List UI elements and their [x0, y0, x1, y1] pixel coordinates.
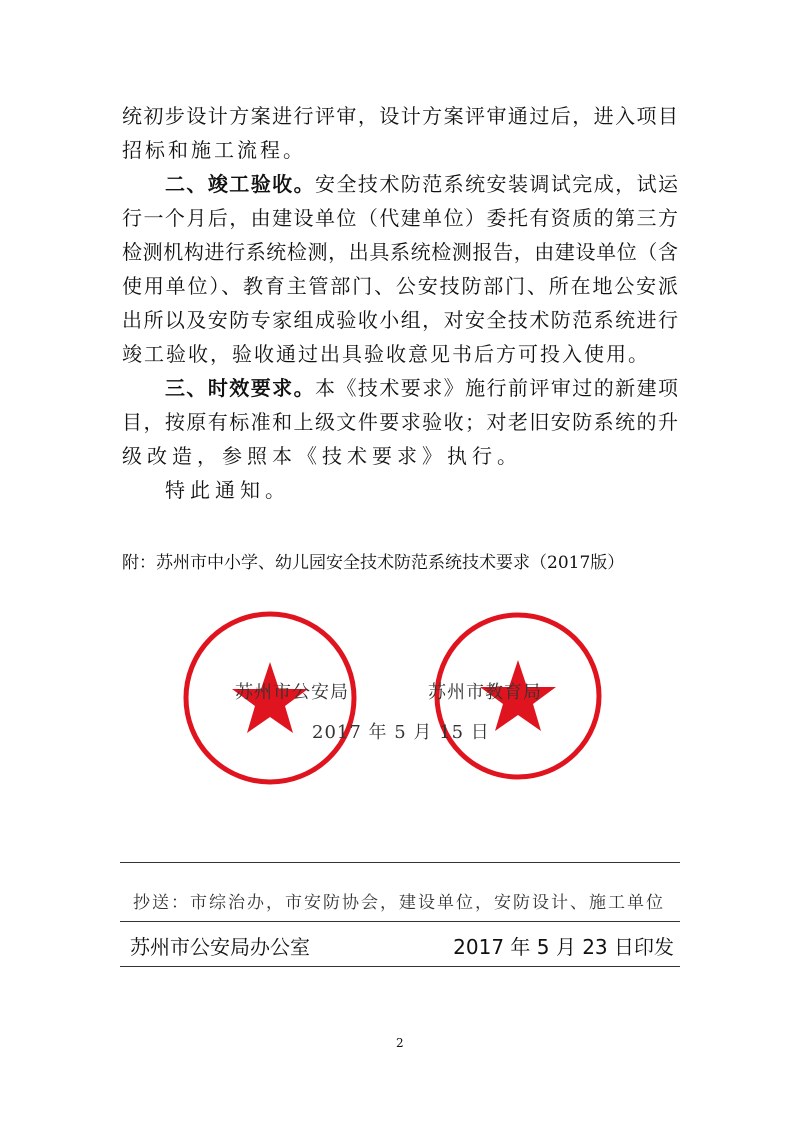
section-3-line: [165, 371, 678, 405]
signature-org-2: 苏州市教育局: [428, 682, 542, 703]
divider: [120, 921, 680, 922]
body-line: 统初步设计方案进行评审，设计方案评审通过后，进入项目: [122, 104, 678, 128]
body-line: 检测机构进行系统检测，出具系统检测报告，由建设单位（含: [122, 240, 678, 264]
body-line: 目，按原有标准和上级文件要求验收；对老旧安防系统的升: [122, 410, 678, 434]
divider: [120, 966, 680, 967]
body-line: 出所以及安防专家组成验收小组，对安全技术防范系统进行: [122, 308, 678, 332]
body-line: 招标和施工流程。: [122, 138, 306, 162]
body-line: 行一个月后，由建设单位（代建单位）委托有资质的第三方: [122, 206, 678, 230]
body-line: 级改造，参照本《技术要求》执行。: [122, 444, 522, 468]
body-line: 使用单位）、教育主管部门、公安技防部门、所在地公安派: [122, 274, 678, 298]
body-text: 安全技术防范系统安装调试完成，试运: [315, 172, 679, 196]
signature-org-1: 苏州市公安局: [235, 682, 349, 703]
section-heading: 三、时效要求。: [165, 376, 316, 400]
body-line: 竣工验收，验收通过出具验收意见书后方可投入使用。: [122, 342, 650, 366]
signature-date: 2017 年 5 月 15 日: [312, 722, 490, 743]
issue-date: 2017 年 5 月 23 日印发: [453, 935, 674, 959]
section-2-line: [165, 167, 678, 201]
issuer: 苏州市公安局办公室: [130, 935, 310, 959]
divider: [120, 862, 680, 863]
body-text: 本《技术要求》施行前评审过的新建项: [315, 376, 679, 400]
page-number: 2: [396, 1036, 404, 1050]
body-line: 特此通知。: [165, 478, 290, 502]
attachment-note: 附：苏州市中小学、幼儿园安全技术防范系统技术要求（2017版）: [122, 553, 625, 573]
section-heading: 二、竣工验收。: [165, 172, 316, 196]
cc-list: 抄送：市综治办，市安防协会，建设单位，安防设计、施工单位: [133, 893, 665, 913]
